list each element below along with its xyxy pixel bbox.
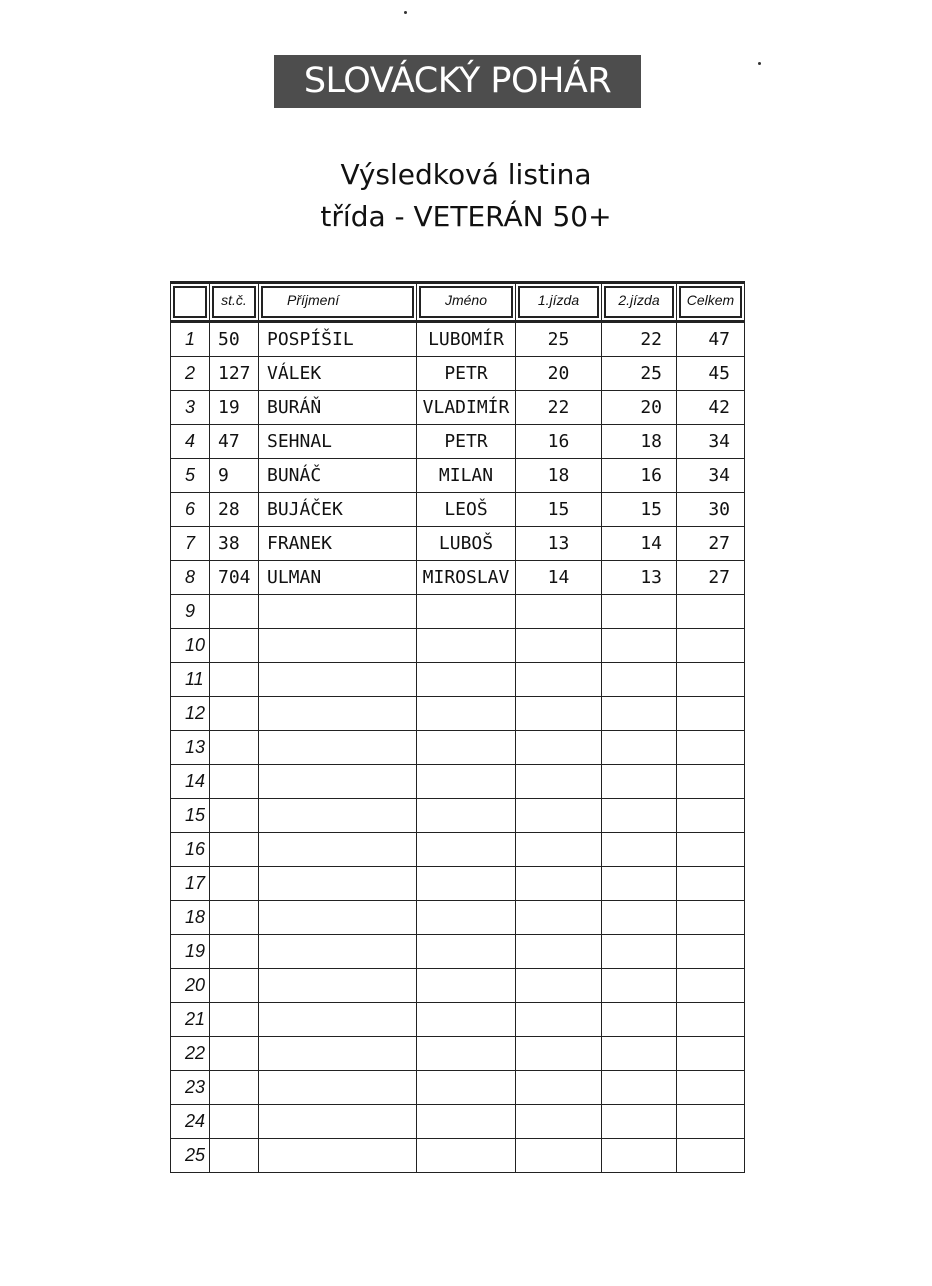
- first-name-cell: LEOŠ: [417, 493, 516, 527]
- total-cell: [677, 731, 745, 765]
- run1-cell: [516, 765, 602, 799]
- rank-cell: 8: [171, 561, 210, 595]
- run2-cell: 13: [602, 561, 677, 595]
- header-first-name: Jméno: [417, 283, 516, 322]
- run1-cell: 15: [516, 493, 602, 527]
- run1-cell: 22: [516, 391, 602, 425]
- first-name-cell: [417, 867, 516, 901]
- table-row: [171, 357, 745, 391]
- rank-cell: 21: [171, 1003, 210, 1037]
- start-number-cell: [210, 1105, 259, 1139]
- surname-cell: [259, 1037, 417, 1071]
- start-number-cell: 9: [210, 459, 259, 493]
- first-name-cell: [417, 1003, 516, 1037]
- table-row: [171, 663, 745, 697]
- first-name-cell: [417, 935, 516, 969]
- start-number-cell: 704: [210, 561, 259, 595]
- surname-cell: [259, 1071, 417, 1105]
- header-run1: 1.jízda: [516, 283, 602, 322]
- first-name-cell: [417, 799, 516, 833]
- run1-cell: 20: [516, 357, 602, 391]
- table-row: [171, 425, 745, 459]
- start-number-cell: [210, 901, 259, 935]
- total-cell: [677, 765, 745, 799]
- run2-cell: [602, 697, 677, 731]
- total-cell: [677, 1003, 745, 1037]
- rank-cell: 11: [171, 663, 210, 697]
- start-number-cell: [210, 697, 259, 731]
- run2-cell: 14: [602, 527, 677, 561]
- run1-cell: [516, 1037, 602, 1071]
- first-name-cell: MIROSLAV: [417, 561, 516, 595]
- surname-cell: BUJÁČEK: [259, 493, 417, 527]
- total-cell: 47: [677, 322, 745, 357]
- run1-cell: [516, 799, 602, 833]
- surname-cell: SEHNAL: [259, 425, 417, 459]
- run2-cell: [602, 799, 677, 833]
- start-number-cell: [210, 935, 259, 969]
- total-cell: [677, 663, 745, 697]
- surname-cell: [259, 1139, 417, 1173]
- total-cell: [677, 799, 745, 833]
- rank-cell: 13: [171, 731, 210, 765]
- rank-cell: 7: [171, 527, 210, 561]
- table-row: [171, 731, 745, 765]
- rank-cell: 20: [171, 969, 210, 1003]
- surname-cell: [259, 935, 417, 969]
- header-rank: [171, 283, 210, 322]
- run1-cell: [516, 969, 602, 1003]
- run2-cell: [602, 1105, 677, 1139]
- run1-cell: [516, 1139, 602, 1173]
- total-cell: [677, 1071, 745, 1105]
- table-row: [171, 595, 745, 629]
- run2-cell: [602, 833, 677, 867]
- run1-cell: 18: [516, 459, 602, 493]
- first-name-cell: [417, 697, 516, 731]
- rank-cell: 16: [171, 833, 210, 867]
- total-cell: [677, 595, 745, 629]
- table-row: [171, 1037, 745, 1071]
- first-name-cell: [417, 663, 516, 697]
- surname-cell: [259, 1105, 417, 1139]
- table-row: [171, 969, 745, 1003]
- run1-cell: [516, 629, 602, 663]
- total-cell: [677, 833, 745, 867]
- table-row: [171, 1003, 745, 1037]
- rank-cell: 19: [171, 935, 210, 969]
- table-row: [171, 867, 745, 901]
- first-name-cell: LUBOMÍR: [417, 322, 516, 357]
- run2-cell: [602, 731, 677, 765]
- total-cell: [677, 935, 745, 969]
- run2-cell: [602, 663, 677, 697]
- run1-cell: [516, 697, 602, 731]
- total-cell: [677, 1139, 745, 1173]
- total-cell: 45: [677, 357, 745, 391]
- surname-cell: [259, 969, 417, 1003]
- table-row: [171, 322, 745, 357]
- rank-cell: 12: [171, 697, 210, 731]
- first-name-cell: [417, 765, 516, 799]
- run2-cell: [602, 629, 677, 663]
- first-name-cell: [417, 1037, 516, 1071]
- rank-cell: 14: [171, 765, 210, 799]
- first-name-cell: [417, 901, 516, 935]
- table-row: [171, 459, 745, 493]
- run2-cell: [602, 1139, 677, 1173]
- rank-cell: 3: [171, 391, 210, 425]
- run2-cell: 18: [602, 425, 677, 459]
- table-row: [171, 1105, 745, 1139]
- surname-cell: BUNÁČ: [259, 459, 417, 493]
- run2-cell: 15: [602, 493, 677, 527]
- total-cell: [677, 969, 745, 1003]
- first-name-cell: [417, 731, 516, 765]
- table-row: [171, 1139, 745, 1173]
- run1-cell: 14: [516, 561, 602, 595]
- start-number-cell: 38: [210, 527, 259, 561]
- total-cell: [677, 1105, 745, 1139]
- table-row: [171, 697, 745, 731]
- rank-cell: 1: [171, 322, 210, 357]
- start-number-cell: [210, 663, 259, 697]
- run2-cell: [602, 935, 677, 969]
- run2-cell: [602, 867, 677, 901]
- run2-cell: 22: [602, 322, 677, 357]
- run2-cell: [602, 1003, 677, 1037]
- start-number-cell: 19: [210, 391, 259, 425]
- total-cell: 27: [677, 527, 745, 561]
- run1-cell: [516, 1003, 602, 1037]
- run1-cell: [516, 1071, 602, 1105]
- rank-cell: 9: [171, 595, 210, 629]
- total-cell: 27: [677, 561, 745, 595]
- run2-cell: [602, 1071, 677, 1105]
- table-row: [171, 561, 745, 595]
- total-cell: 34: [677, 425, 745, 459]
- run2-cell: 20: [602, 391, 677, 425]
- run2-cell: [602, 595, 677, 629]
- table-row: [171, 391, 745, 425]
- start-number-cell: [210, 799, 259, 833]
- run1-cell: [516, 935, 602, 969]
- surname-cell: [259, 629, 417, 663]
- table-row: [171, 1071, 745, 1105]
- first-name-cell: [417, 1139, 516, 1173]
- table-row: [171, 629, 745, 663]
- first-name-cell: [417, 833, 516, 867]
- table-row: [171, 901, 745, 935]
- first-name-cell: [417, 595, 516, 629]
- header-start-number: st.č.: [210, 283, 259, 322]
- rank-cell: 25: [171, 1139, 210, 1173]
- run1-cell: 16: [516, 425, 602, 459]
- start-number-cell: [210, 833, 259, 867]
- start-number-cell: [210, 629, 259, 663]
- subtitle-class: třída - VETERÁN 50+: [320, 200, 612, 233]
- run2-cell: 25: [602, 357, 677, 391]
- first-name-cell: [417, 1071, 516, 1105]
- surname-cell: BURÁŇ: [259, 391, 417, 425]
- run1-cell: [516, 833, 602, 867]
- run2-cell: [602, 969, 677, 1003]
- surname-cell: [259, 1003, 417, 1037]
- surname-cell: ULMAN: [259, 561, 417, 595]
- first-name-cell: MILAN: [417, 459, 516, 493]
- first-name-cell: [417, 629, 516, 663]
- surname-cell: [259, 595, 417, 629]
- rank-cell: 2: [171, 357, 210, 391]
- table-header-row: [171, 283, 745, 322]
- surname-cell: [259, 765, 417, 799]
- rank-cell: 4: [171, 425, 210, 459]
- rank-cell: 15: [171, 799, 210, 833]
- run1-cell: [516, 867, 602, 901]
- start-number-cell: 50: [210, 322, 259, 357]
- run1-cell: [516, 901, 602, 935]
- surname-cell: [259, 799, 417, 833]
- surname-cell: [259, 901, 417, 935]
- surname-cell: [259, 697, 417, 731]
- start-number-cell: [210, 969, 259, 1003]
- total-cell: [677, 697, 745, 731]
- rank-cell: 18: [171, 901, 210, 935]
- first-name-cell: PETR: [417, 425, 516, 459]
- surname-cell: [259, 731, 417, 765]
- total-cell: [677, 629, 745, 663]
- rank-cell: 22: [171, 1037, 210, 1071]
- total-cell: 30: [677, 493, 745, 527]
- table-row: [171, 527, 745, 561]
- start-number-cell: [210, 867, 259, 901]
- rank-cell: 24: [171, 1105, 210, 1139]
- run1-cell: 13: [516, 527, 602, 561]
- title-banner: SLOVÁCKÝ POHÁR: [274, 55, 641, 108]
- scan-speck: [404, 11, 407, 14]
- run2-cell: [602, 1037, 677, 1071]
- rank-cell: 5: [171, 459, 210, 493]
- surname-cell: POSPÍŠIL: [259, 322, 417, 357]
- rank-cell: 23: [171, 1071, 210, 1105]
- rank-cell: 10: [171, 629, 210, 663]
- start-number-cell: [210, 595, 259, 629]
- run2-cell: [602, 765, 677, 799]
- total-cell: 34: [677, 459, 745, 493]
- run1-cell: [516, 663, 602, 697]
- scan-speck: [758, 62, 761, 65]
- run1-cell: [516, 1105, 602, 1139]
- surname-cell: VÁLEK: [259, 357, 417, 391]
- subtitle-results: Výsledková listina: [340, 158, 592, 191]
- total-cell: [677, 1037, 745, 1071]
- run1-cell: [516, 595, 602, 629]
- rank-cell: 6: [171, 493, 210, 527]
- start-number-cell: 28: [210, 493, 259, 527]
- first-name-cell: PETR: [417, 357, 516, 391]
- surname-cell: [259, 833, 417, 867]
- surname-cell: [259, 867, 417, 901]
- surname-cell: [259, 663, 417, 697]
- first-name-cell: [417, 1105, 516, 1139]
- header-surname: Příjmení: [259, 283, 417, 322]
- run2-cell: [602, 901, 677, 935]
- run1-cell: 25: [516, 322, 602, 357]
- start-number-cell: [210, 1071, 259, 1105]
- start-number-cell: [210, 731, 259, 765]
- first-name-cell: [417, 969, 516, 1003]
- first-name-cell: VLADIMÍR: [417, 391, 516, 425]
- total-cell: [677, 901, 745, 935]
- start-number-cell: [210, 765, 259, 799]
- results-table: [170, 281, 745, 1173]
- start-number-cell: 47: [210, 425, 259, 459]
- table-row: [171, 765, 745, 799]
- table-row: [171, 493, 745, 527]
- start-number-cell: 127: [210, 357, 259, 391]
- table-row: [171, 935, 745, 969]
- run1-cell: [516, 731, 602, 765]
- total-cell: 42: [677, 391, 745, 425]
- start-number-cell: [210, 1003, 259, 1037]
- total-cell: [677, 867, 745, 901]
- start-number-cell: [210, 1037, 259, 1071]
- rank-cell: 17: [171, 867, 210, 901]
- header-run2: 2.jízda: [602, 283, 677, 322]
- surname-cell: FRANEK: [259, 527, 417, 561]
- first-name-cell: LUBOŠ: [417, 527, 516, 561]
- table-row: [171, 833, 745, 867]
- table-row: [171, 799, 745, 833]
- run2-cell: 16: [602, 459, 677, 493]
- header-total: Celkem: [677, 283, 745, 322]
- start-number-cell: [210, 1139, 259, 1173]
